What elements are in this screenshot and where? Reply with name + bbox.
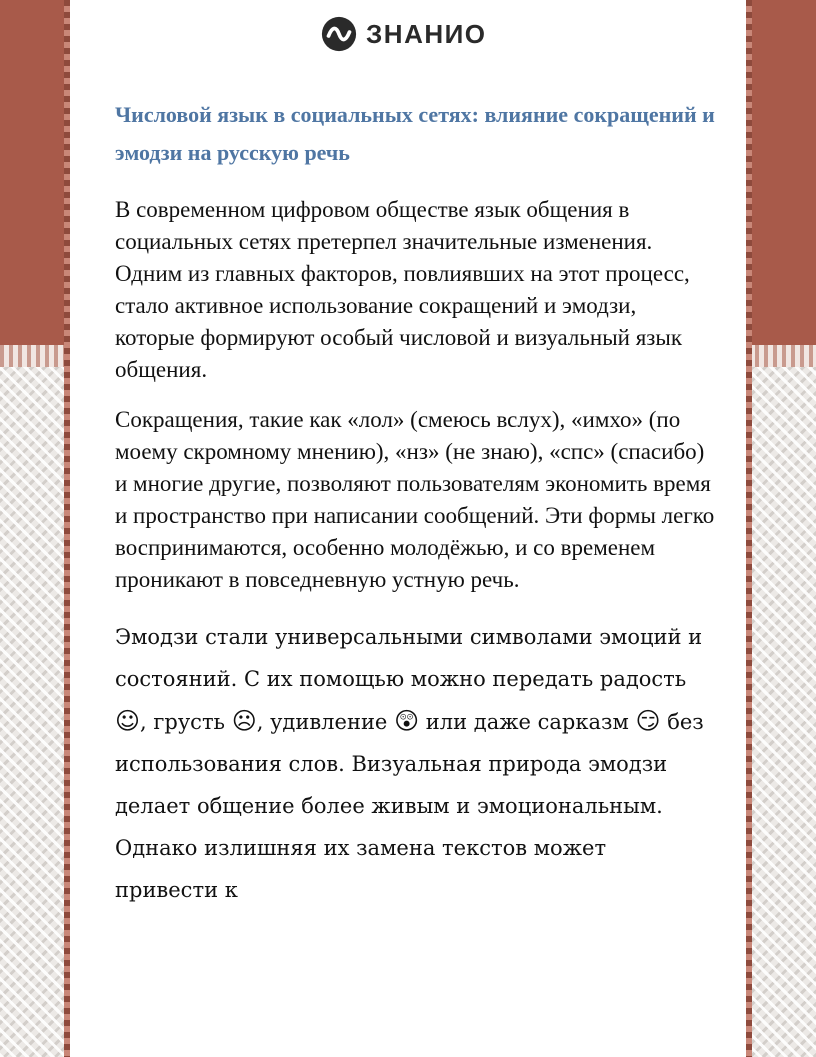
- brand-logo[interactable]: [320, 14, 487, 54]
- document-page: [70, 0, 746, 1057]
- border-edge: [746, 0, 752, 1057]
- paragraph-3-text: , грусть: [140, 710, 225, 734]
- paragraph-1: В современном цифровом обществе язык общения в социальных сетях претерпел значительные изменения. Одним из главных факторов, повлиявших на этот процесс, стало активное использование сокращений и эмодзи, которые формируют особый числовой и визуальный язык общения.: [115, 197, 690, 382]
- article: [115, 96, 715, 929]
- border-fringe: [746, 345, 816, 367]
- paragraph-3-text: Эмодзи стали универсальными символами эмоций и состояний. С их помощью можно передать радость: [115, 625, 703, 691]
- smile-emoji-icon: ☺: [115, 707, 141, 735]
- border-fringe: [0, 345, 70, 367]
- border-pattern-band: [0, 355, 70, 1057]
- article-title: Числовой язык в социальных сетях: влияние сокращений и эмодзи на русскую речь: [115, 102, 715, 165]
- paragraph-3: [115, 616, 715, 911]
- right-decorative-border: [746, 0, 816, 1057]
- border-top-band: [0, 0, 70, 355]
- paragraph-3-text: или даже сарказм: [419, 710, 629, 734]
- brand-name: ЗНАНИО: [366, 18, 487, 49]
- paragraph-2: Сокращения, такие как «лол» (смеюсь вслух), «имхо» (по моему скромному мнению), «нз» (не знаю), «спс» (спасибо) и многие другие, позволяют пользователям экономить время и пространство при написании сообщений. Эти формы легко воспринимаются, особенно молодёжью, и со временем проникают в повседневную устную речь.: [115, 407, 715, 592]
- border-pattern-band: [746, 355, 816, 1057]
- sad-emoji-icon: ☹: [231, 707, 257, 735]
- smirk-emoji-icon: 😏: [635, 707, 661, 735]
- border-top-band: [746, 0, 816, 355]
- paragraph-3-text: без использования слов. Визуальная природа эмодзи делает общение более живым и эмоциональным. Однако излишняя их замена текстов может привести к: [115, 710, 704, 902]
- left-decorative-border: [0, 0, 70, 1057]
- surprised-emoji-icon: 😲: [394, 707, 420, 735]
- paragraph-3-text: , удивление: [256, 710, 388, 734]
- znanio-logo-icon: [320, 15, 358, 53]
